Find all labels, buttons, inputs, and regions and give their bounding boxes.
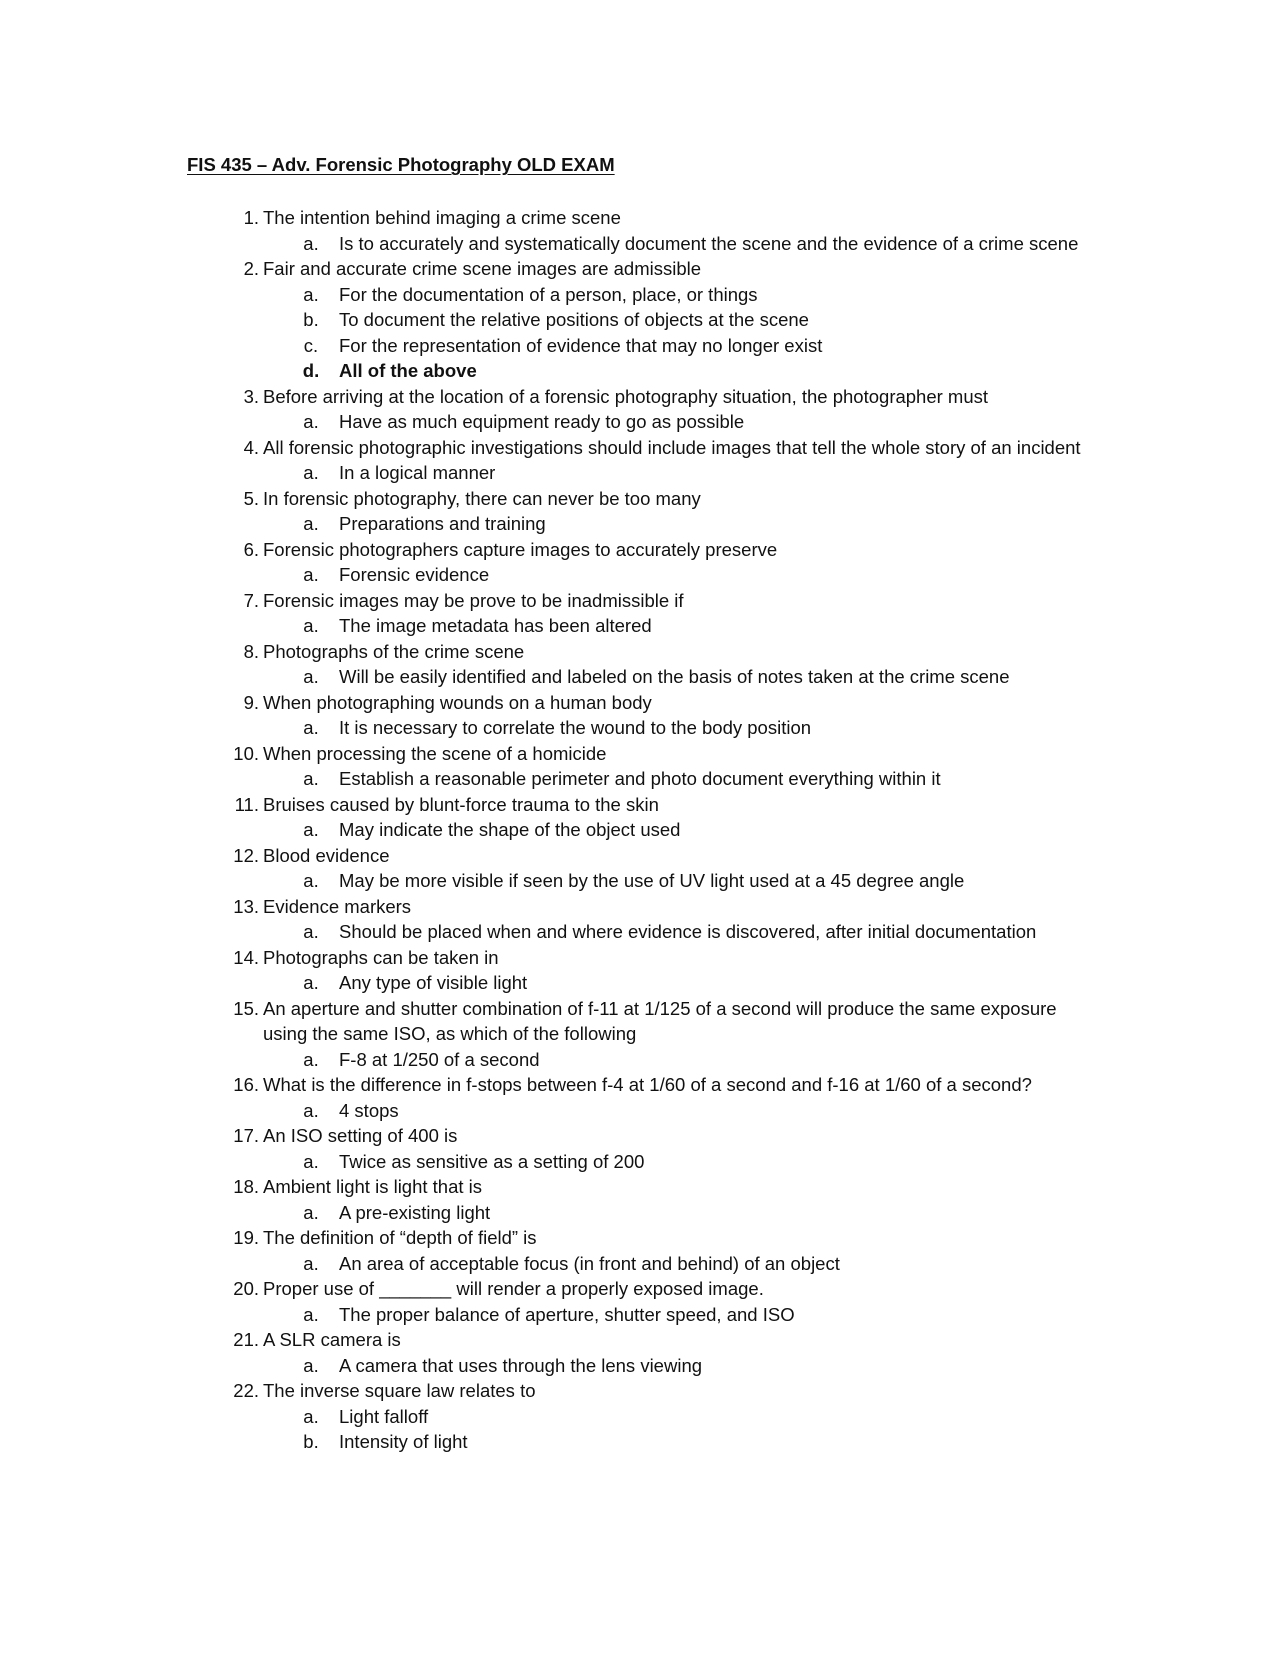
answer-item bbox=[263, 333, 1087, 359]
answer-item bbox=[263, 817, 1087, 843]
question-item bbox=[187, 1174, 1087, 1225]
answer-list bbox=[263, 1200, 1087, 1226]
question-item bbox=[187, 1327, 1087, 1378]
question-text: When photographing wounds on a human body bbox=[263, 691, 652, 713]
answer-letter: a. bbox=[303, 232, 319, 254]
answer-text: A pre-existing light bbox=[339, 1201, 491, 1223]
question-number: 8. bbox=[243, 640, 259, 662]
answer-list bbox=[263, 409, 1087, 435]
answer-item bbox=[263, 282, 1087, 308]
answer-letter: a. bbox=[303, 615, 319, 636]
question-text: An aperture and shutter combination of f-11 at 1/125 of a second will produce the same exposure using the same ISO, as which of the following bbox=[263, 997, 1057, 1044]
answer-text: Establish a reasonable perimeter and photo document everything within it bbox=[339, 768, 941, 789]
question-text: The intention behind imaging a crime scene bbox=[263, 207, 621, 228]
question-number: 20. bbox=[233, 1278, 259, 1299]
question-text: In forensic photography, there can never be too many bbox=[263, 487, 701, 509]
question-text: Before arriving at the location of a forensic photography situation, the photographer must bbox=[263, 385, 989, 407]
answer-list bbox=[263, 231, 1087, 257]
question-number: 5. bbox=[243, 487, 259, 509]
answer-list bbox=[263, 817, 1087, 843]
answer-text: For the representation of evidence that may no longer exist bbox=[339, 334, 823, 356]
answer-text: May be more visible if seen by the use of UV light used at a 45 degree angle bbox=[339, 870, 965, 891]
answer-text: 4 stops bbox=[339, 1099, 399, 1121]
question-item bbox=[187, 945, 1087, 996]
answer-text: The proper balance of aperture, shutter speed, and ISO bbox=[339, 1303, 795, 1325]
page-title: FIS 435 – Adv. Forensic Photography OLD EXAM bbox=[187, 154, 615, 175]
question-item bbox=[187, 741, 1087, 792]
question-text: Forensic images may be prove to be inadmissible if bbox=[263, 589, 684, 611]
answer-letter: a. bbox=[303, 283, 319, 305]
answer-item bbox=[263, 511, 1087, 537]
answer-letter: a. bbox=[303, 717, 319, 738]
answer-text: Will be easily identified and labeled on the basis of notes taken at the crime scene bbox=[339, 666, 1010, 687]
answer-item bbox=[263, 1404, 1087, 1430]
answer-letter: d. bbox=[302, 360, 320, 381]
question-number: 3. bbox=[243, 385, 259, 407]
answer-list bbox=[263, 1353, 1087, 1379]
answer-letter: a. bbox=[303, 819, 319, 840]
question-text: Blood evidence bbox=[263, 844, 390, 866]
question-text: Bruises caused by blunt-force trauma to the skin bbox=[263, 793, 659, 815]
question-text: The inverse square law relates to bbox=[263, 1380, 536, 1401]
question-text: Photographs of the crime scene bbox=[263, 640, 525, 662]
answer-list bbox=[263, 562, 1087, 588]
answer-list bbox=[263, 511, 1087, 537]
answer-item bbox=[263, 613, 1087, 639]
question-item bbox=[187, 639, 1087, 690]
answer-item bbox=[263, 1302, 1087, 1328]
answer-text: Preparations and training bbox=[339, 513, 546, 534]
answer-text: Is to accurately and systematically document the scene and the evidence of a crime scene bbox=[339, 232, 1079, 254]
answer-item bbox=[263, 562, 1087, 588]
answer-letter: a. bbox=[303, 1048, 319, 1070]
answer-text: Should be placed when and where evidence is discovered, after initial documentation bbox=[339, 921, 1037, 942]
answer-list bbox=[263, 664, 1087, 690]
answer-letter: a. bbox=[303, 1303, 319, 1325]
answer-item bbox=[263, 409, 1087, 435]
question-list bbox=[187, 205, 1087, 1455]
question-item bbox=[187, 384, 1087, 435]
question-text: All forensic photographic investigations should include images that tell the whole story of an incident bbox=[263, 436, 1081, 458]
answer-item bbox=[263, 460, 1087, 486]
answer-item bbox=[263, 715, 1087, 741]
question-number: 9. bbox=[243, 691, 259, 713]
answer-list bbox=[263, 1251, 1087, 1277]
answer-list bbox=[263, 766, 1087, 792]
answer-text: Have as much equipment ready to go as possible bbox=[339, 411, 745, 432]
question-number: 11. bbox=[234, 793, 259, 815]
question-item bbox=[187, 1378, 1087, 1455]
question-item bbox=[187, 843, 1087, 894]
answer-item bbox=[263, 766, 1087, 792]
answer-letter: b. bbox=[303, 309, 319, 330]
answer-text: All of the above bbox=[339, 360, 477, 381]
question-item bbox=[187, 1225, 1087, 1276]
question-item bbox=[187, 792, 1087, 843]
question-number: 4. bbox=[243, 436, 259, 458]
question-number: 13. bbox=[233, 895, 259, 917]
answer-list bbox=[263, 1098, 1087, 1124]
answer-text: In a logical manner bbox=[339, 462, 496, 483]
answer-text: Light falloff bbox=[339, 1405, 429, 1427]
answer-letter: a. bbox=[303, 666, 319, 687]
question-item bbox=[187, 690, 1087, 741]
question-item bbox=[187, 894, 1087, 945]
answer-text: Twice as sensitive as a setting of 200 bbox=[339, 1150, 645, 1172]
answer-item bbox=[263, 358, 1087, 384]
question-number: 16. bbox=[233, 1074, 259, 1095]
question-number: 7. bbox=[243, 589, 259, 611]
answer-letter: a. bbox=[303, 513, 319, 534]
question-item bbox=[187, 1276, 1087, 1327]
answer-letter: c. bbox=[303, 334, 319, 356]
question-text: When processing the scene of a homicide bbox=[263, 742, 607, 764]
answer-letter: a. bbox=[303, 1099, 319, 1121]
question-number: 2. bbox=[243, 258, 259, 279]
question-text: Photographs can be taken in bbox=[263, 946, 499, 968]
answer-letter: a. bbox=[303, 870, 319, 891]
answer-letter: a. bbox=[303, 1150, 319, 1172]
answer-list bbox=[263, 919, 1087, 945]
answer-item bbox=[263, 1429, 1087, 1455]
answer-letter: a. bbox=[303, 921, 319, 942]
question-text: Ambient light is light that is bbox=[263, 1176, 483, 1197]
answer-list bbox=[263, 868, 1087, 894]
answer-letter: b. bbox=[303, 1431, 319, 1452]
question-item bbox=[187, 435, 1087, 486]
answer-list bbox=[263, 715, 1087, 741]
answer-text: May indicate the shape of the object used bbox=[339, 819, 681, 840]
answer-text: F-8 at 1/250 of a second bbox=[339, 1048, 540, 1070]
answer-list bbox=[263, 1404, 1087, 1455]
answer-letter: a. bbox=[303, 411, 319, 432]
answer-list bbox=[263, 460, 1087, 486]
question-text: Evidence markers bbox=[263, 895, 412, 917]
answer-list bbox=[263, 970, 1087, 996]
answer-letter: a. bbox=[303, 768, 319, 789]
question-text: Forensic photographers capture images to accurately preserve bbox=[263, 538, 778, 560]
question-number: 1. bbox=[243, 207, 259, 228]
answer-list bbox=[263, 613, 1087, 639]
answer-list bbox=[263, 1302, 1087, 1328]
answer-text: Forensic evidence bbox=[339, 564, 490, 585]
question-number: 21. bbox=[233, 1329, 259, 1350]
answer-item bbox=[263, 1098, 1087, 1124]
question-number: 15. bbox=[233, 997, 259, 1019]
answer-letter: a. bbox=[303, 564, 319, 585]
question-number: 6. bbox=[243, 538, 259, 560]
answer-letter: a. bbox=[303, 462, 319, 483]
question-item bbox=[187, 256, 1087, 384]
answer-item bbox=[263, 1149, 1087, 1175]
answer-text: The image metadata has been altered bbox=[339, 615, 652, 636]
answer-item bbox=[263, 1047, 1087, 1073]
answer-text: For the documentation of a person, place, or things bbox=[339, 283, 758, 305]
answer-list bbox=[263, 1047, 1087, 1073]
question-text: The definition of “depth of field” is bbox=[263, 1227, 537, 1248]
answer-list bbox=[263, 282, 1087, 384]
question-item bbox=[187, 1123, 1087, 1174]
answer-item bbox=[263, 1200, 1087, 1226]
answer-letter: a. bbox=[303, 972, 319, 993]
answer-item bbox=[263, 1353, 1087, 1379]
answer-text: Intensity of light bbox=[339, 1431, 468, 1452]
answer-item bbox=[263, 307, 1087, 333]
answer-item bbox=[263, 1251, 1087, 1277]
question-number: 12. bbox=[233, 844, 259, 866]
answer-list bbox=[263, 1149, 1087, 1175]
answer-letter: a. bbox=[303, 1252, 319, 1274]
question-text: What is the difference in f-stops between f-4 at 1/60 of a second and f-16 at 1/60 of a second? bbox=[263, 1074, 1032, 1095]
answer-item bbox=[263, 919, 1087, 945]
question-item bbox=[187, 486, 1087, 537]
question-number: 14. bbox=[233, 946, 259, 968]
question-text: Proper use of _______ will render a properly exposed image. bbox=[263, 1278, 764, 1299]
question-text: An ISO setting of 400 is bbox=[263, 1125, 458, 1146]
question-number: 19. bbox=[233, 1227, 259, 1248]
question-item bbox=[187, 205, 1087, 256]
question-text: A SLR camera is bbox=[263, 1329, 401, 1350]
question-item bbox=[187, 996, 1087, 1073]
question-number: 17. bbox=[233, 1125, 259, 1146]
question-item bbox=[187, 537, 1087, 588]
question-number: 22. bbox=[233, 1380, 259, 1401]
answer-text: An area of acceptable focus (in front and behind) of an object bbox=[339, 1252, 840, 1274]
question-text: Fair and accurate crime scene images are admissible bbox=[263, 258, 702, 279]
question-item bbox=[187, 1072, 1087, 1123]
answer-letter: a. bbox=[303, 1201, 319, 1223]
question-item bbox=[187, 588, 1087, 639]
question-number: 10. bbox=[233, 742, 259, 764]
answer-text: A camera that uses through the lens viewing bbox=[339, 1354, 703, 1376]
answer-item bbox=[263, 664, 1087, 690]
answer-item bbox=[263, 970, 1087, 996]
answer-text: Any type of visible light bbox=[339, 972, 528, 993]
answer-text: To document the relative positions of objects at the scene bbox=[339, 309, 809, 330]
answer-item bbox=[263, 231, 1087, 257]
answer-text: It is necessary to correlate the wound to the body position bbox=[339, 717, 812, 738]
question-number: 18. bbox=[233, 1176, 259, 1197]
answer-letter: a. bbox=[303, 1405, 319, 1427]
answer-item bbox=[263, 868, 1087, 894]
answer-letter: a. bbox=[303, 1354, 319, 1376]
